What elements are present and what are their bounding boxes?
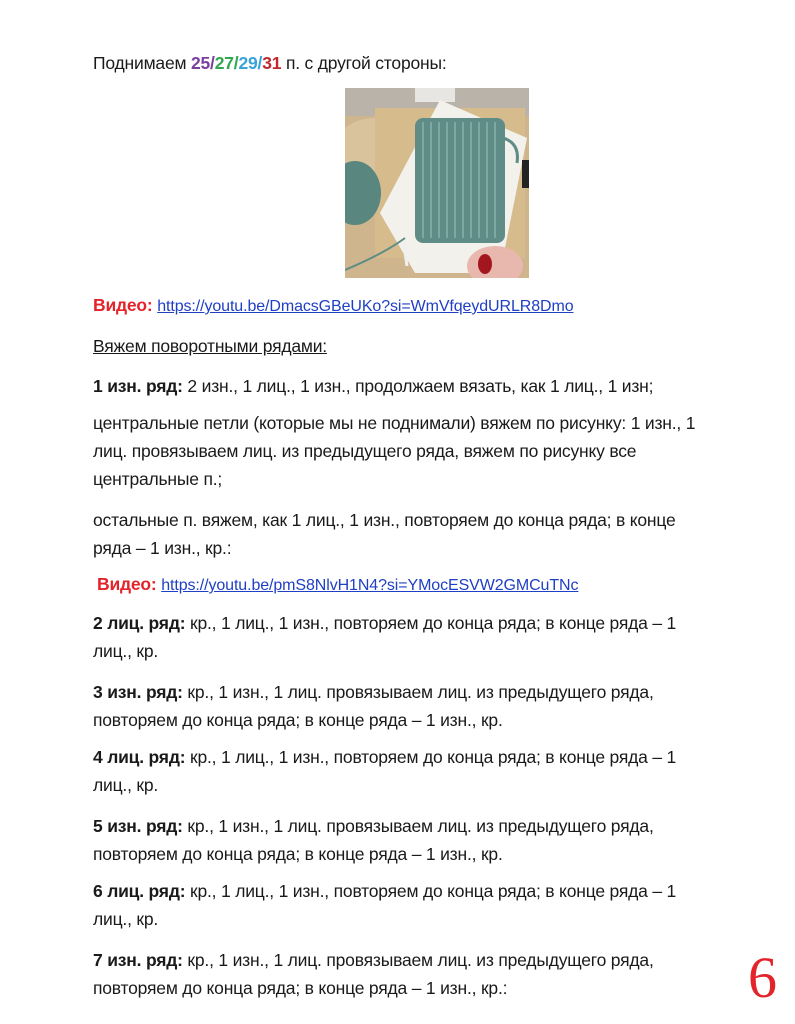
video-link-line-1 [93,289,574,323]
section-title: Вяжем поворотными рядами: [93,336,327,356]
row-text: кр., 1 лиц., 1 изн., повторяем до конца ряда; в конце ряда – 1 [185,747,677,767]
row-text: 2 изн., 1 лиц., 1 изн., продолжаем вязать, как 1 лиц., 1 изн; [182,376,654,396]
heading-prefix: Поднимаем [93,53,191,73]
heading-suffix: п. с другой стороны: [281,53,447,73]
row-4-instruction-line-1 [93,741,676,773]
knitting-photo-illustration [345,88,529,278]
count-separator: / [233,53,239,73]
row-text: кр., 1 лиц., 1 изн., повторяем до конца ряда; в конце ряда – 1 [185,613,677,633]
row-label: 4 лиц. ряд: [93,747,186,767]
row-label: 2 лиц. ряд: [93,613,186,633]
row-text: кр., 1 изн., 1 лиц. провязываем лиц. из предыдущего ряда, [182,950,654,970]
video-label: Видео: [93,295,153,315]
row-label: 3 изн. ряд: [93,682,183,702]
row-3-instruction-line-2: повторяем до конца ряда; в конце ряда – 1 изн., кр. [93,710,503,730]
row-2-instruction-line-2: лиц., кр. [93,641,159,661]
video-link-line-2 [97,568,578,602]
row-6-instruction-line-2: лиц., кр. [93,909,159,929]
row-label: 6 лиц. ряд: [93,881,186,901]
video-label: Видео: [97,574,157,594]
remaining-stitches-line-2: ряда – 1 изн., кр.: [93,538,232,558]
count-size-4: 31 [262,53,282,73]
row-2-instruction-line-1 [93,607,676,639]
intro-heading [93,47,447,79]
row-label: 5 изн. ряд: [93,816,183,836]
knitting-photo [345,88,529,278]
row-text: кр., 1 лиц., 1 изн., повторяем до конца ряда; в конце ряда – 1 [185,881,677,901]
page-number: 6 [748,945,777,1010]
count-size-3: 29 [238,53,258,73]
row-7-instruction-line-2: повторяем до конца ряда; в конце ряда – 1 изн., кр.: [93,978,508,998]
row-text: кр., 1 изн., 1 лиц. провязываем лиц. из предыдущего ряда, [182,816,654,836]
count-separator: / [210,53,215,73]
video-link-1[interactable]: https://youtu.be/DmacsGBeUKo?si=WmVfqeydURLR8Dmo [157,298,574,315]
row-4-instruction-line-2: лиц., кр. [93,775,159,795]
count-size-2: 27 [214,53,234,73]
remaining-stitches-line-1: остальные п. вяжем, как 1 лиц., 1 изн., повторяем до конца ряда; в конце [93,510,676,530]
video-link-2[interactable]: https://youtu.be/pmS8NlvH1N4?si=YMocESVW2GMCuTNc [161,577,579,594]
central-stitches-line-1: центральные петли (которые мы не поднимали) вяжем по рисунку: 1 изн., 1 [93,413,696,433]
row-text: кр., 1 изн., 1 лиц. провязываем лиц. из предыдущего ряда, [182,682,654,702]
count-separator: / [257,53,263,73]
row-6-instruction-line-1 [93,875,676,907]
central-stitches-line-3: центральные п.; [93,469,223,489]
row-label: 7 изн. ряд: [93,950,183,970]
count-size-1: 25 [190,53,211,73]
row-5-instruction-line-2: повторяем до конца ряда; в конце ряда – 1 изн., кр. [93,844,503,864]
row-label: 1 изн. ряд: [93,376,183,396]
row-1-instruction [93,370,653,402]
central-stitches-line-2: лиц. провязываем лиц. из предыдущего ряда, вяжем по рисунку все [93,441,637,461]
